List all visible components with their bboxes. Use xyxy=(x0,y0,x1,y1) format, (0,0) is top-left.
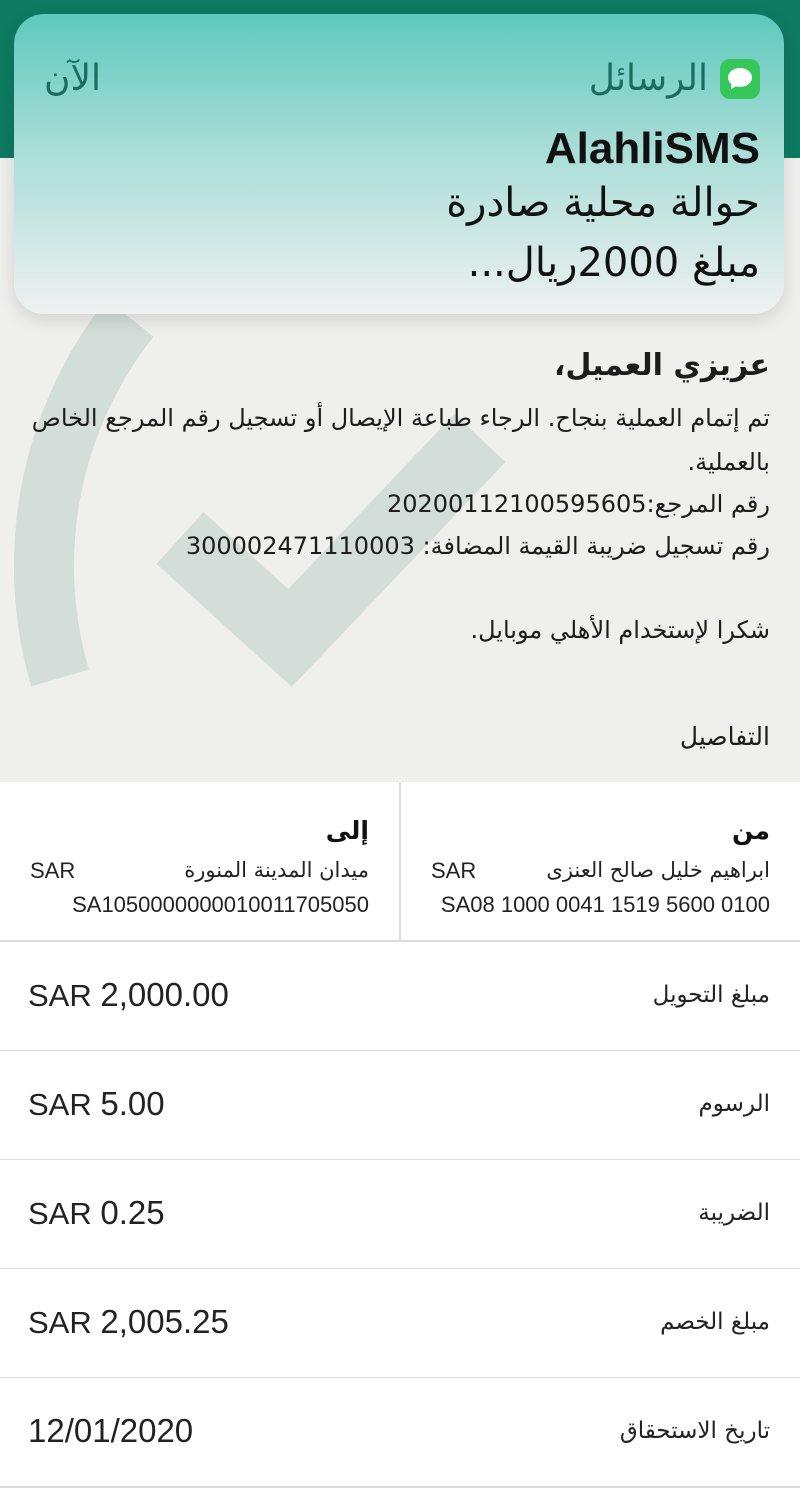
to-account xyxy=(0,782,401,940)
to-title: إلى xyxy=(325,816,369,845)
from-account xyxy=(401,782,800,940)
detail-label: مبلغ الخصم xyxy=(660,1309,770,1335)
detail-label: الرسوم xyxy=(698,1091,770,1117)
detail-value xyxy=(28,1303,229,1341)
detail-row-due-date xyxy=(0,1378,800,1488)
reference-number: رقم المرجع:20200112100595605 xyxy=(386,490,770,518)
detail-amount: 0.25 xyxy=(100,1194,165,1231)
success-message-line1: تم إتمام العملية بنجاح. الرجاء طباعة الإيصال أو تسجيل رقم المرجع الخاص xyxy=(31,404,770,432)
detail-row-transfer-amount xyxy=(0,942,800,1052)
success-message-line2: بالعملية. xyxy=(687,448,770,476)
detail-currency: SAR xyxy=(28,1196,92,1231)
detail-currency: SAR xyxy=(28,978,92,1013)
detail-amount: 2,005.25 xyxy=(100,1303,229,1340)
detail-value xyxy=(28,1085,165,1123)
sms-notification-banner[interactable] xyxy=(14,14,784,314)
detail-amount: 5.00 xyxy=(100,1085,165,1122)
detail-currency: SAR xyxy=(28,1087,92,1122)
notification-app xyxy=(589,58,760,99)
notification-sender: AlahliSMS xyxy=(544,124,760,173)
notification-text-line2: مبلغ 2000ريال... xyxy=(467,240,760,286)
detail-row-tax xyxy=(0,1160,800,1270)
detail-row-fees xyxy=(0,1051,800,1161)
from-name: ابراهيم خليل صالح العنزى xyxy=(546,858,770,882)
detail-amount: 2,000.00 xyxy=(100,976,229,1013)
to-name: ميدان المدينة المنورة xyxy=(184,858,369,882)
detail-value xyxy=(28,1412,193,1450)
to-currency: SAR xyxy=(30,858,76,883)
notification-text-line1: حوالة محلية صادرة xyxy=(446,180,760,226)
notification-time: الآن xyxy=(44,58,101,99)
notification-app-name: الرسائل xyxy=(588,58,708,99)
details-title: التفاصيل xyxy=(679,722,770,751)
detail-value xyxy=(28,976,229,1014)
from-iban: SA08 1000 0041 1519 5600 0100 xyxy=(440,892,770,917)
from-currency: SAR xyxy=(431,858,477,883)
detail-currency: SAR xyxy=(28,1305,92,1340)
from-title: من xyxy=(732,816,770,845)
thanks-text: شكرا لإستخدام الأهلي موبايل. xyxy=(470,616,770,644)
detail-date: 12/01/2020 xyxy=(28,1412,194,1449)
vat-registration-number: رقم تسجيل ضريبة القيمة المضافة: 300002471110003 xyxy=(185,532,770,560)
messages-app-icon xyxy=(720,59,760,99)
greeting-text: عزيزي العميل، xyxy=(553,348,770,383)
detail-label: الضريبة xyxy=(698,1200,770,1226)
detail-value xyxy=(28,1194,165,1232)
detail-label: مبلغ التحويل xyxy=(652,982,770,1008)
to-iban: SA1050000000010011705050 xyxy=(72,892,369,917)
detail-row-debit-amount xyxy=(0,1269,800,1379)
detail-label: تاريخ الاستحقاق xyxy=(619,1418,770,1444)
transfer-parties xyxy=(0,782,800,942)
